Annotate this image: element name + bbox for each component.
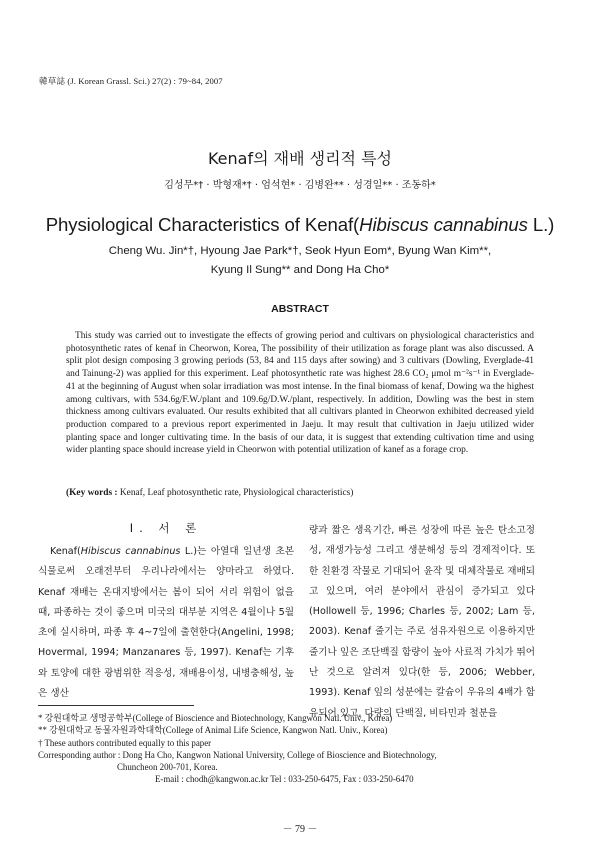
keywords <box>66 488 546 498</box>
corresponding-address: Chuncheon 200-701, Korea. <box>117 762 218 773</box>
korean-title: Kenaf의 재배 생리적 특성 <box>207 149 393 168</box>
species-name: Hibiscus cannabinus <box>80 546 181 557</box>
page-number: － 79 － <box>282 824 318 835</box>
footnote-equal-contribution: † These authors contributed equally to this paper <box>38 737 212 748</box>
korean-authors: 김성무*† · 박형재*† · 엄석현* · 김병완** · 성경일** · 조동하* <box>164 180 436 191</box>
corresponding-contact: E-mail : chodh@kangwon.ac.kr Tel : 033-250-6475, Fax : 033-250-6470 <box>155 774 414 785</box>
footnote-divider <box>38 705 194 706</box>
abstract-text: This study was carried out to investigate the effects of growing period and cultivars on physiological characteristics and photosynthetic rates of kenaf in Cheorwon, Korea, The possibility of their utilization as forage plant was also discussed. A split plot design composing 3 growing periods (53, 84 and 115 days after sowing) and 3 cultivars (Dowling, Everglade-41 and Tainung-2) was applied for this experiment. Leaf photosynthetic rate was highest 28.6 CO₂ μmol m⁻²s⁻¹ in Everglade-41 at the beginning of August when solar irradiation was most intense. In the final biomass of kenaf, Dowing wa the highest among cultivars, with 534.6g/F.W./plant and 109.6g/D.W./plant, respectively. In addition, Dowling was the best in stem thickness among cultivars evaluated. Our results exhibited that all cultivars planted in Cheorwon exhibited decreased yield production compared to a previous report experimented in Jaeju. It may result that cultivation in Jaeju utilized wider planting space and longer cultivating time. In the basis of our data, it is suggest that extending cultivation time and using wider planting space should increase yield in Cheorwon with potential utilization of kanef as a forage crop. <box>66 331 534 456</box>
english-authors <box>0 242 600 280</box>
keywords-text: Kenaf, Leaf photosynthetic rate, Physiological characteristics) <box>117 488 354 498</box>
english-title: Physiological Characteristics of Kenaf(Hibiscus cannabinus L.) <box>45 214 555 235</box>
english-authors-line-2: Kyung Il Sung** and Dong Ha Cho* <box>210 264 390 276</box>
abstract-heading: ABSTRACT <box>271 303 329 315</box>
footnote-affiliation-2: ** 강원대학교 동물자원과학대학(College of Animal Life Science, Kangwon Natl. Univ., Korea) <box>38 725 388 736</box>
journal-citation: 韓草誌 (J. Korean Grassl. Sci.) 27(2) : 79~84, 2007 <box>39 76 223 86</box>
corresponding-author: Corresponding author : Dong Ha Cho, Kangwon National University, College of Bioscience and Biotechnology, <box>38 749 437 760</box>
body-column-right: 량과 짧은 생육기간, 빠른 성장에 따른 높은 탄소고정성, 재생가능성 그리고 생분해성 등의 경제적이다. 또한 친환경 작물로 기대되어 윤작 및 대체작물로 재배되고 있으며, 여러 분야에서 관심이 증가되고 있다(Hollowell 등, 1996; Charles 등, 2002; Lam 등, 2003). Kenaf 줄기는 주로 섬유자원으로 이용하지만 줄기나 잎은 조단백질 함량이 높아 사료적 가치가 뛰어난 것으로 알려져 있다(한 등, 2006; Webber, 1993). Kenaf 잎의 성분에는 칼슘이 우유의 4배가 함유되어 있고, 다량의 단백질, 비타민과 철분을 <box>309 525 535 719</box>
body-column-left: Kenaf(Hibiscus cannabinus L.)는 아열대 일년생 초본식물로써 오래전부터 우리나라에서는 양마라고 하였다. Kenaf 재배는 온대지방에서는 봄이 되어 서리 위험이 없을 때, 파종하는 것이 좋으며 미국의 대부분 지역은 4월이나 5월 초에 실시하며, 파종 후 4~7일에 출현한다(Angelini, 1998; Hovermal, 1994; Manzanares 등, 1997). Kenaf는 기후와 토양에 대한 광범위한 적응성, 재배용이성, 내병충해성, 높은 생산 <box>38 546 294 700</box>
keywords-label: (Key words : <box>66 488 118 498</box>
english-authors-line-1: Cheng Wu. Jin*†, Hyoung Jae Park*†, Seok Hyun Eom*, Byung Wan Kim**, <box>108 245 492 257</box>
footnotes <box>38 712 578 786</box>
footnote-affiliation-1: * 강원대학교 생명공학부(College of Bioscience and Biotechnology, Kangwon Natl. Univ., Korea) <box>38 713 393 723</box>
species-name: Hibiscus cannabinus <box>359 214 528 235</box>
section-heading-introduction: Ⅰ. 서 론 <box>129 521 203 535</box>
